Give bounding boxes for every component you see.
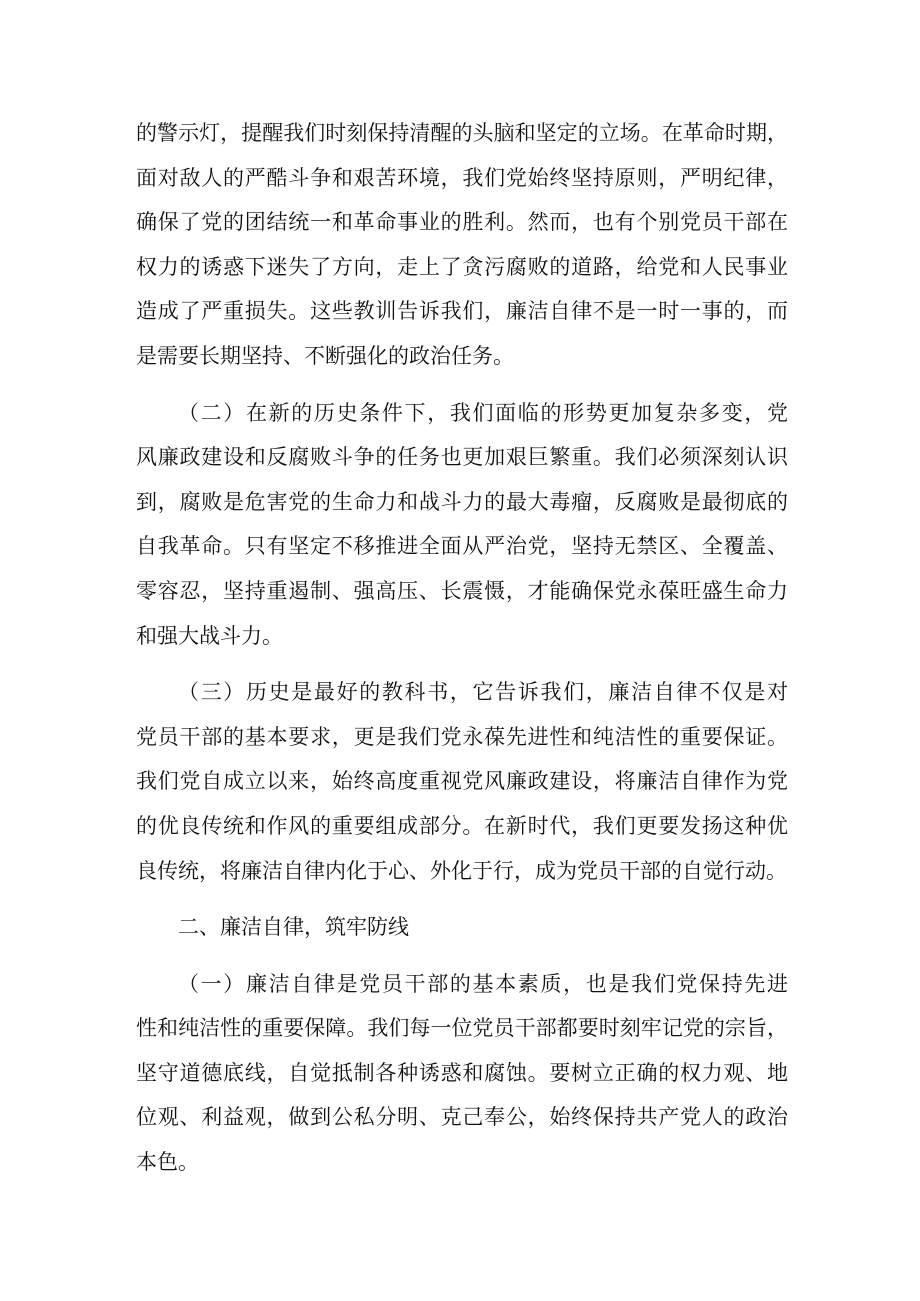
paragraph-item-2 (136, 391, 788, 659)
text-line: 零容忍，坚持重遏制、强高压、长震慑，才能确保党永葆旺盛生命力 (136, 578, 788, 603)
text-line: 本色。 (136, 1150, 199, 1175)
text-line: （二）在新的历史条件下，我们面临的形势更加复杂多变，党 (178, 400, 788, 425)
text-line: 造成了严重损失。这些教训告诉我们，廉洁自律不是一时一事的，而 (136, 299, 788, 324)
text-line: 的警示灯，提醒我们时刻保持清醒的头脑和坚定的立场。在革命时期， (136, 121, 788, 145)
text-line: 良传统，将廉洁自律内化于心、外化于行，成为党员干部的自觉行动。 (136, 858, 787, 883)
text-line: （三）历史是最好的教科书，它告诉我们，廉洁自律不仅是对 (178, 680, 788, 705)
text-line: 到，腐败是危害党的生命力和战斗力的最大毒瘤，反腐败是最彻底的 (136, 489, 788, 514)
text-line: 权力的诱惑下迷失了方向，走上了贪污腐败的道路，给党和人民事业 (136, 254, 788, 279)
text-line: 性和纯洁性的重要保障。我们每一位党员干部都要时刻牢记党的宗旨， (136, 1016, 788, 1041)
text-line: 和强大战斗力。 (136, 623, 283, 648)
text-line: 坚守道德底线，自觉抵制各种诱惑和腐蚀。要树立正确的权力观、地 (136, 1060, 788, 1085)
text-line: 自我革命。只有坚定不移推进全面从严治党，坚持无禁区、全覆盖、 (136, 534, 788, 559)
paragraph-continued (136, 111, 788, 379)
text-line: 风廉政建设和反腐败斗争的任务也更加艰巨繁重。我们必须深刻认识 (136, 445, 788, 470)
text-line: 党员干部的基本要求，更是我们党永葆先进性和纯洁性的重要保证。 (136, 724, 788, 749)
text-line: 的优良传统和作风的重要组成部分。在新时代，我们更要发扬这种优 (136, 813, 788, 838)
section-heading (136, 905, 788, 950)
text-line: 确保了党的团结统一和革命事业的胜利。然而，也有个别党员干部在 (136, 210, 788, 235)
document-body (136, 111, 788, 1185)
text-line: 我们党自成立以来，始终高度重视党风廉政建设，将廉洁自律作为党 (136, 769, 788, 794)
paragraph-item-3 (136, 670, 788, 893)
section-heading-text: 二、廉洁自律，筑牢防线 (178, 915, 409, 940)
paragraph-item-1 (136, 962, 788, 1185)
text-line: （一）廉洁自律是党员干部的基本素质，也是我们党保持先进 (178, 971, 788, 996)
text-line: 位观、利益观，做到公私分明、克己奉公，始终保持共产党人的政治 (136, 1105, 788, 1130)
text-line: 面对敌人的严酷斗争和艰苦环境，我们党始终坚持原则，严明纪律， (136, 165, 788, 190)
text-line: 是需要长期坚持、不断强化的政治任务。 (136, 343, 514, 368)
